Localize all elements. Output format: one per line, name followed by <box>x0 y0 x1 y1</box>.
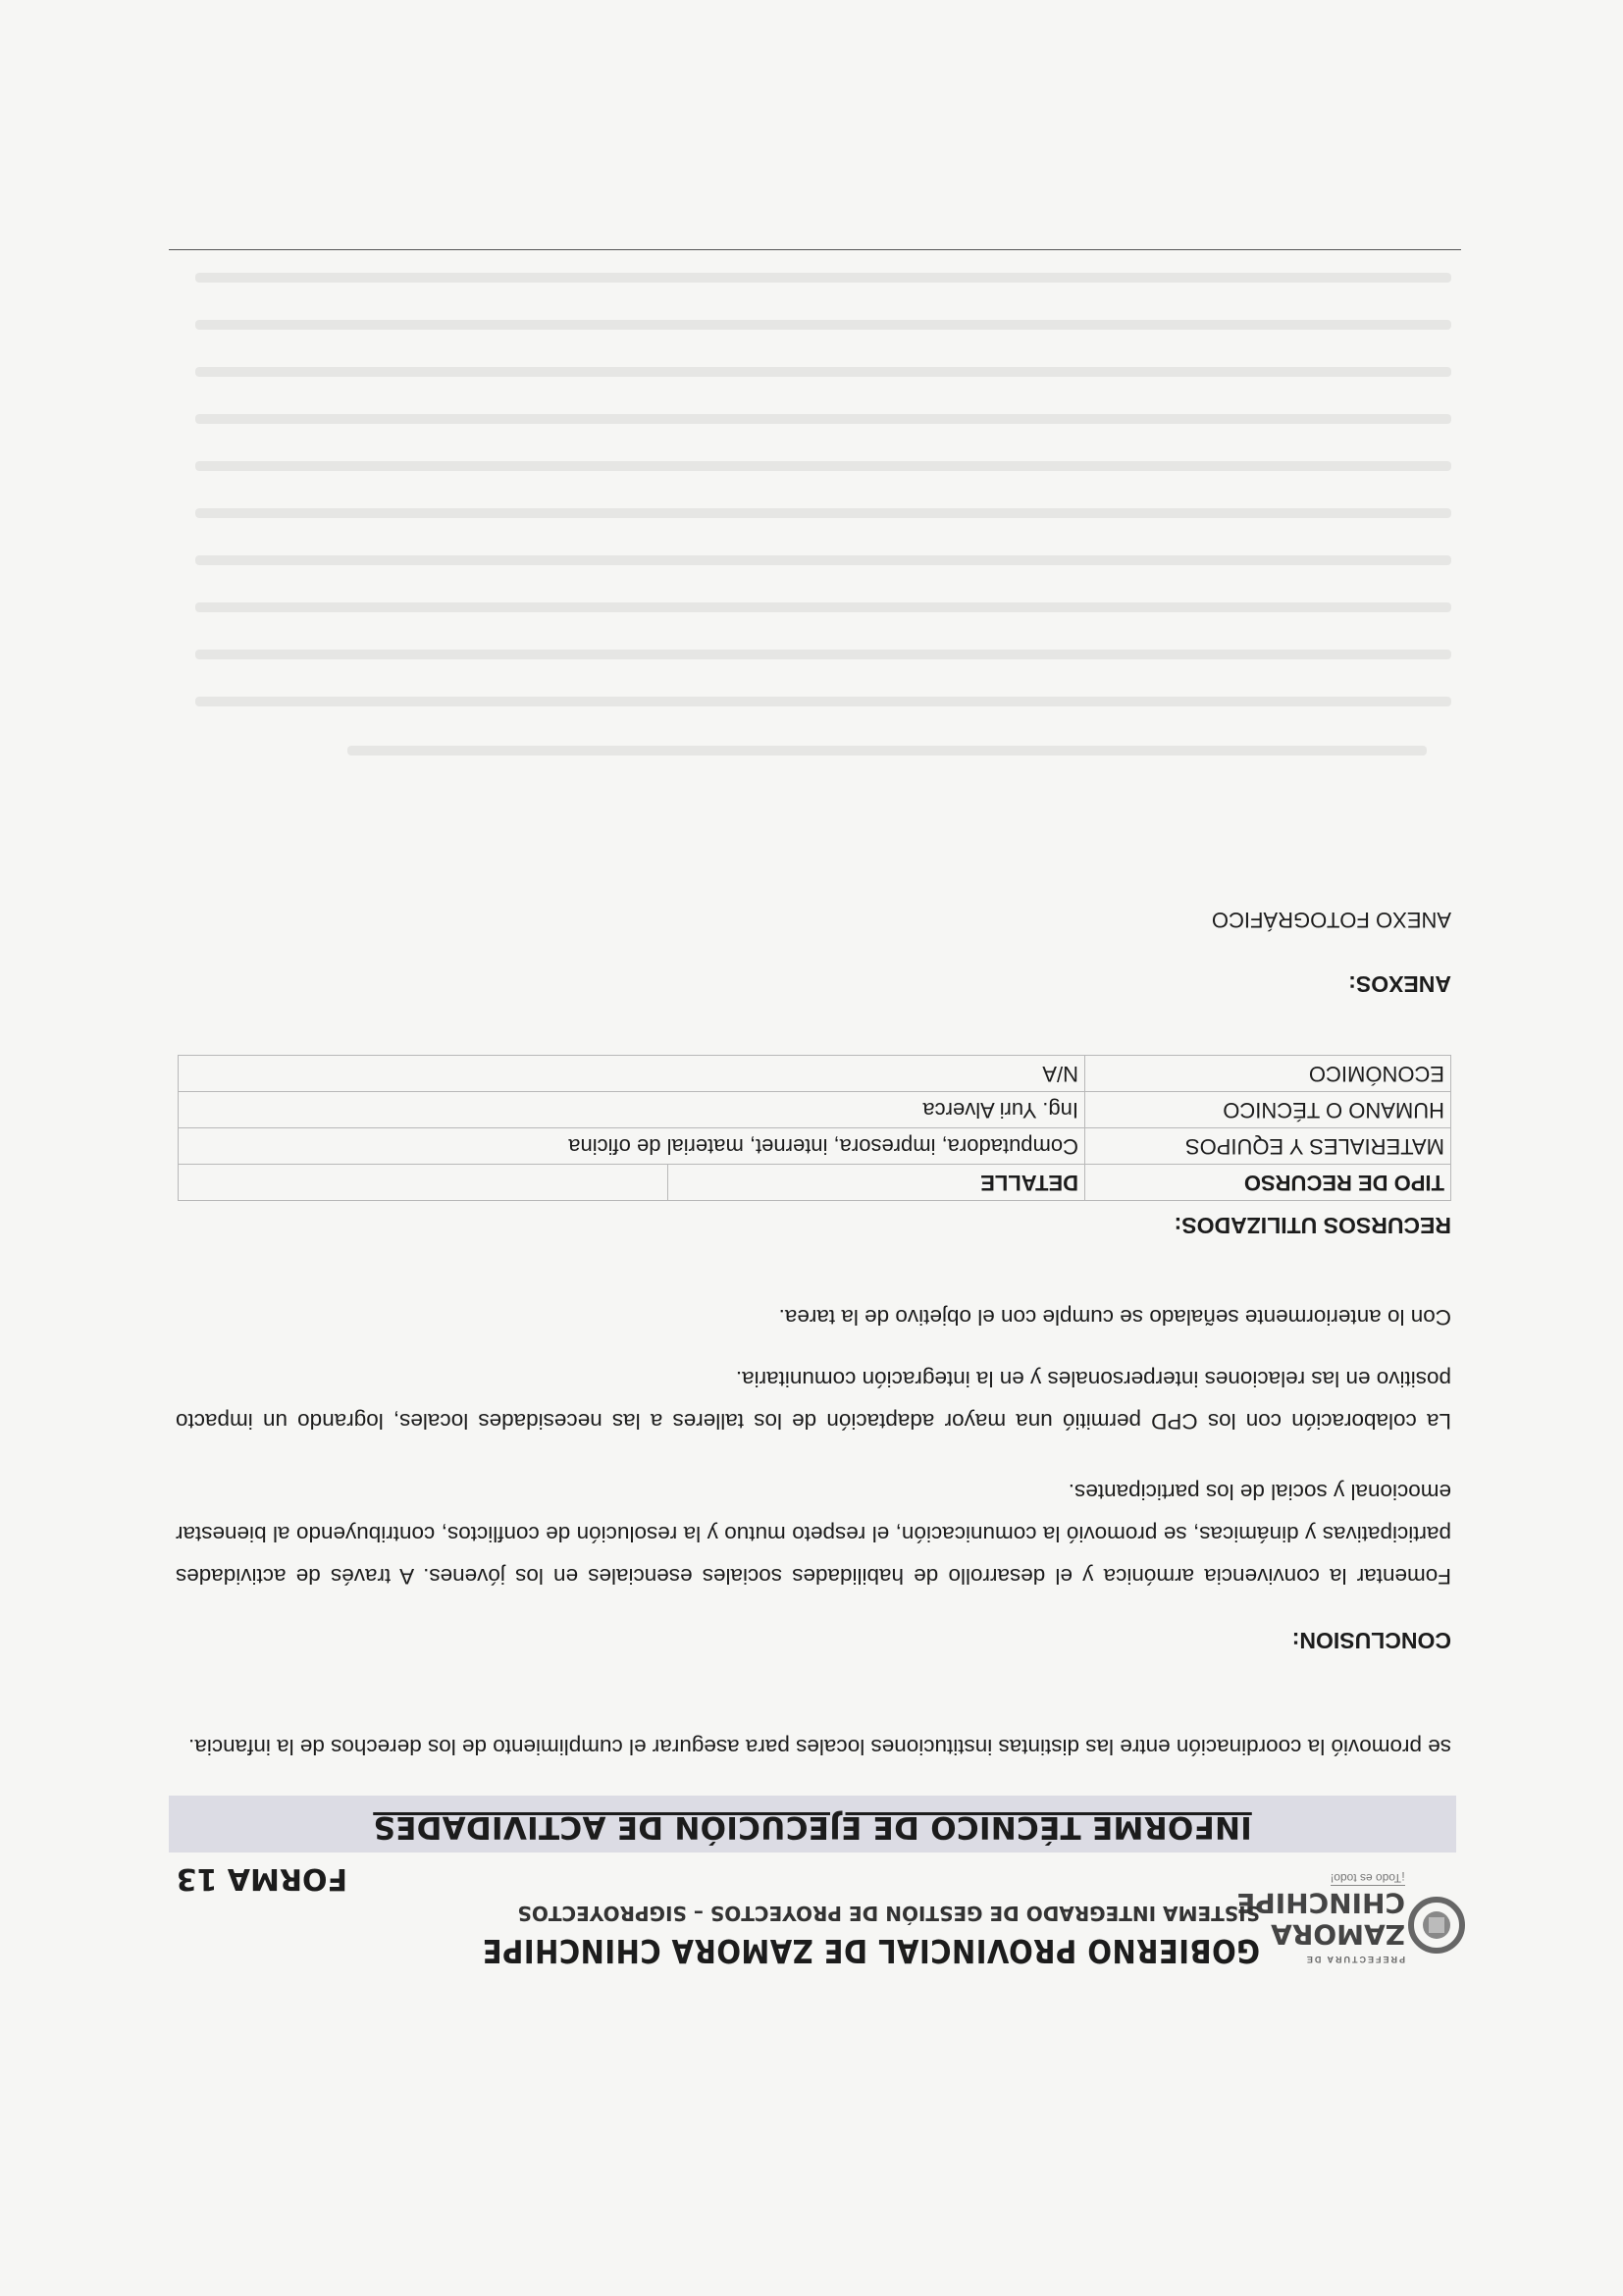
conclusion-heading: CONCLUSION: <box>1291 1628 1451 1653</box>
bleed-through-line <box>195 320 1451 330</box>
annex-item: ANEXO FOTOGRÁFICO <box>1211 908 1451 932</box>
footer-divider <box>169 249 1461 250</box>
prefecture-logo <box>1236 1866 1466 1974</box>
annex-heading: ANEXOS: <box>1348 971 1451 997</box>
logo-name-line-1: ZAMORA <box>1271 1918 1405 1951</box>
table-row <box>179 1056 1451 1092</box>
bleed-through-line <box>195 273 1451 283</box>
logo-slogan: ¡Todo es todo! <box>1330 1871 1405 1885</box>
form-number: FORMA 13 <box>176 1861 347 1896</box>
bleed-through-line <box>195 555 1451 565</box>
bleed-through-line <box>195 697 1451 706</box>
conclusion-paragraph-2: La colaboración con los CPD permitió una mayor adaptación de los talleres a las necesidades locales, logrando un impacto positivo en las relaciones interpersonales y en la integración comunitaria. <box>176 1367 1451 1434</box>
resources-heading: RECURSOS UTILIZADOS: <box>1174 1213 1451 1238</box>
table-header-cell: TIPO DE RECURSO <box>1085 1165 1451 1201</box>
conclusion-paragraph-3: Con lo anteriormente señalado se cumple con el objetivo de la tarea. <box>778 1305 1451 1330</box>
bleed-through-line <box>195 461 1451 471</box>
table-cell: Ing. Yuri Alverca <box>179 1092 1085 1128</box>
table-cell: N/A <box>179 1056 1085 1092</box>
table-row <box>179 1128 1451 1165</box>
organization-title: GOBIERNO PROVINCIAL DE ZAMORA CHINCHIPE <box>482 1932 1260 1970</box>
system-title: SISTEMA INTEGRADO DE GESTIÓN DE PROYECTOS – SIGPROYECTOS <box>517 1902 1260 1925</box>
logo-name-line-2: CHINCHIPE <box>1236 1887 1405 1919</box>
intro-paragraph: se promovió la coordinación entre las distintas instituciones locales para asegurar el cumplimiento de los derechos de la infancia. <box>188 1735 1451 1759</box>
table-cell: MATERIALES Y EQUIPOS <box>1085 1128 1451 1165</box>
table-cell: HUMANO O TÉCNICO <box>1085 1092 1451 1128</box>
conclusion-paragraph-1: Fomentar la convivencia armónica y el desarrollo de habilidades sociales esenciales en los jóvenes. A través de actividades participativas y dinámicas, se promovió la comunicación, el respeto mutuo y la resolución de conflictos, contribuyendo al bienestar emocional y social de los participantes. <box>176 1480 1451 1589</box>
table-header-row <box>179 1165 1451 1201</box>
table-header-cell: DETALLE <box>668 1165 1085 1201</box>
table-cell: Computadora, impresora, internet, material de oficina <box>179 1128 1085 1165</box>
report-title: INFORME TÉCNICO DE EJECUCIÓN DE ACTIVIDADES <box>373 1809 1252 1845</box>
resources-table <box>178 1055 1451 1201</box>
bleed-through-line <box>195 602 1451 612</box>
bleed-through-line <box>195 650 1451 659</box>
bleed-through-line <box>347 746 1427 756</box>
bleed-through-line <box>195 367 1451 377</box>
logo-label: PREFECTURA DE <box>1304 1955 1405 1964</box>
table-cell: ECONÓMICO <box>1085 1056 1451 1092</box>
bleed-through-line <box>195 508 1451 518</box>
bleed-through-line <box>195 414 1451 424</box>
table-empty-cell <box>179 1165 668 1201</box>
table-row <box>179 1092 1451 1128</box>
report-title-banner <box>169 1796 1456 1852</box>
